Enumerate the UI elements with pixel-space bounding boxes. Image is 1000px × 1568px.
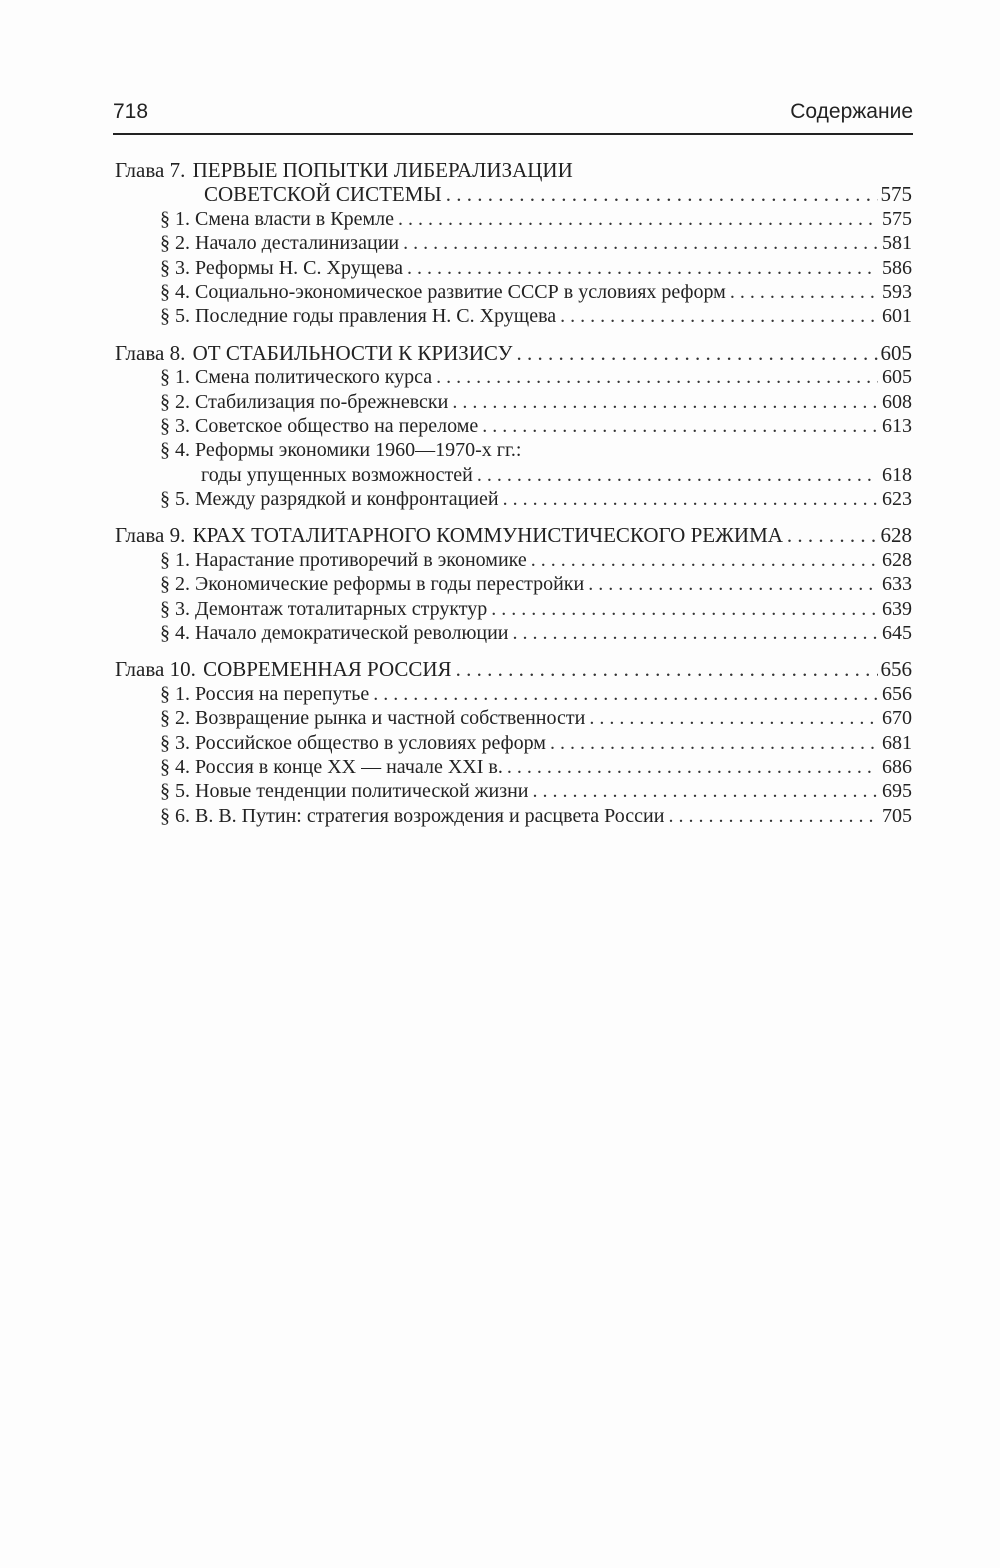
page-ref: 608 — [882, 390, 912, 413]
dot-leader — [369, 682, 878, 706]
chapter-heading — [115, 657, 912, 681]
section-entry — [115, 597, 912, 621]
section-entry — [115, 706, 912, 730]
section-title: § 5. Между разрядкой и конфронтацией — [160, 488, 499, 511]
section-entry — [115, 390, 912, 414]
section-entry — [115, 414, 912, 438]
dot-leader — [529, 779, 879, 803]
page-ref: 681 — [882, 731, 912, 754]
page-ref: 601 — [882, 305, 912, 328]
dot-leader — [478, 414, 878, 438]
section-title: § 3. Российское общество в условиях реформ — [160, 731, 546, 754]
dot-leader — [442, 182, 878, 206]
chapter-title-line2: СОВЕТСКОЙ СИСТЕМЫ — [204, 182, 442, 207]
page-ref: 605 — [880, 340, 912, 365]
page-ref: 623 — [882, 488, 912, 511]
dot-leader — [448, 390, 878, 414]
table-of-contents — [115, 158, 912, 840]
page-ref: 656 — [880, 657, 912, 682]
page-number: 718 — [113, 100, 149, 123]
chapter-number: Глава 7. — [115, 158, 186, 182]
page-ref: 575 — [880, 182, 912, 207]
section-title: § 2. Стабилизация по-брежневски — [160, 390, 449, 413]
section-entry — [115, 487, 912, 511]
section-title: § 6. В. В. Путин: стратегия возрождения и расцвета России — [160, 804, 665, 827]
page-ref: 575 — [882, 207, 912, 230]
dot-leader — [783, 523, 878, 547]
section-title: § 1. Смена власти в Кремле — [160, 207, 394, 230]
section-title: § 4. Начало демократической революции — [160, 622, 509, 645]
chapter-title: ОТ СТАБИЛЬНОСТИ К КРИЗИСУ — [192, 340, 513, 365]
section-entry — [115, 207, 912, 231]
dot-leader — [546, 731, 878, 755]
page-ref: 645 — [882, 622, 912, 645]
chapter-number: Глава 8. — [115, 340, 186, 365]
section-entry — [115, 755, 912, 779]
page-ref: 628 — [880, 523, 912, 548]
chapter-title: СОВРЕМЕННАЯ РОССИЯ — [203, 657, 452, 682]
section-title: § 4. Реформы экономики 1960—1970-х гг.: — [160, 439, 522, 462]
chapter-heading-continued — [115, 182, 912, 206]
page-ref: 581 — [882, 232, 912, 255]
section-title: § 5. Новые тенденции политической жизни — [160, 780, 529, 803]
page-ref: 695 — [882, 780, 912, 803]
chapter-7 — [115, 158, 912, 329]
chapter-title: КРАХ ТОТАЛИТАРНОГО КОММУНИСТИЧЕСКОГО РЕЖИМА — [192, 523, 783, 548]
dot-leader — [584, 572, 878, 596]
page-ref: 656 — [882, 682, 912, 705]
header-rule — [113, 133, 913, 135]
page-ref: 639 — [882, 597, 912, 620]
dot-leader — [452, 657, 878, 681]
dot-leader — [585, 706, 878, 730]
page-ref: 705 — [882, 804, 912, 827]
dot-leader — [487, 597, 878, 621]
dot-leader — [509, 621, 878, 645]
section-title: § 3. Реформы Н. С. Хрущева — [160, 256, 404, 279]
section-title: § 5. Последние годы правления Н. С. Хрущева — [160, 305, 557, 328]
section-entry — [115, 572, 912, 596]
chapter-9 — [115, 523, 912, 645]
section-entry — [115, 438, 912, 462]
page-ref: 670 — [882, 707, 912, 730]
dot-leader — [556, 304, 878, 328]
section-entry — [115, 304, 912, 328]
page-ref: 605 — [882, 366, 912, 389]
section-entry — [115, 280, 912, 304]
section-title: § 1. Смена политического курса — [160, 366, 433, 389]
page-ref: 586 — [882, 256, 912, 279]
dot-leader — [394, 207, 878, 231]
section-title: § 1. Россия на перепутье — [160, 682, 370, 705]
page-ref: 613 — [882, 414, 912, 437]
section-entry-continued — [115, 463, 912, 487]
chapter-heading — [115, 158, 912, 182]
section-title: § 2. Возвращение рынка и частной собственности — [160, 707, 586, 730]
dot-leader — [726, 280, 878, 304]
section-entry — [115, 256, 912, 280]
section-title: § 1. Нарастание противоречий в экономике — [160, 548, 527, 571]
page-ref: 633 — [882, 573, 912, 596]
chapter-10 — [115, 657, 912, 828]
chapter-8 — [115, 341, 912, 512]
section-entry — [115, 779, 912, 803]
section-entry — [115, 682, 912, 706]
section-title: § 4. Социально-экономическое развитие СССР в условиях реформ — [160, 280, 726, 303]
page-ref: 628 — [882, 548, 912, 571]
running-head — [113, 100, 913, 130]
section-title-line2: годы упущенных возможностей — [201, 463, 473, 486]
dot-leader — [664, 804, 878, 828]
dot-leader — [432, 365, 878, 389]
chapter-title: ПЕРВЫЕ ПОПЫТКИ ЛИБЕРАЛИЗАЦИИ — [192, 158, 573, 182]
dot-leader — [473, 463, 878, 487]
section-entry — [115, 621, 912, 645]
section-entry — [115, 731, 912, 755]
dot-leader — [503, 755, 878, 779]
dot-leader — [513, 341, 878, 365]
dot-leader — [527, 548, 878, 572]
section-title: § 3. Демонтаж тоталитарных структур — [160, 597, 488, 620]
chapter-heading — [115, 523, 912, 547]
section-title: § 3. Советское общество на переломе — [160, 414, 479, 437]
dot-leader — [499, 487, 878, 511]
chapter-number: Глава 10. — [115, 657, 196, 682]
section-entry — [115, 548, 912, 572]
section-entry — [115, 804, 912, 828]
section-entry — [115, 365, 912, 389]
dot-leader — [399, 231, 878, 255]
dot-leader — [403, 256, 878, 280]
chapter-number: Глава 9. — [115, 523, 186, 548]
page-ref: 686 — [882, 755, 912, 778]
section-entry — [115, 231, 912, 255]
chapter-heading — [115, 341, 912, 365]
section-title: § 4. Россия в конце XX — начале XXI в. — [160, 755, 503, 778]
running-head-title: Содержание — [790, 100, 913, 123]
section-title: § 2. Экономические реформы в годы перестройки — [160, 573, 585, 596]
section-title: § 2. Начало десталинизации — [160, 232, 400, 255]
page-ref: 593 — [882, 280, 912, 303]
page-ref: 618 — [882, 463, 912, 486]
